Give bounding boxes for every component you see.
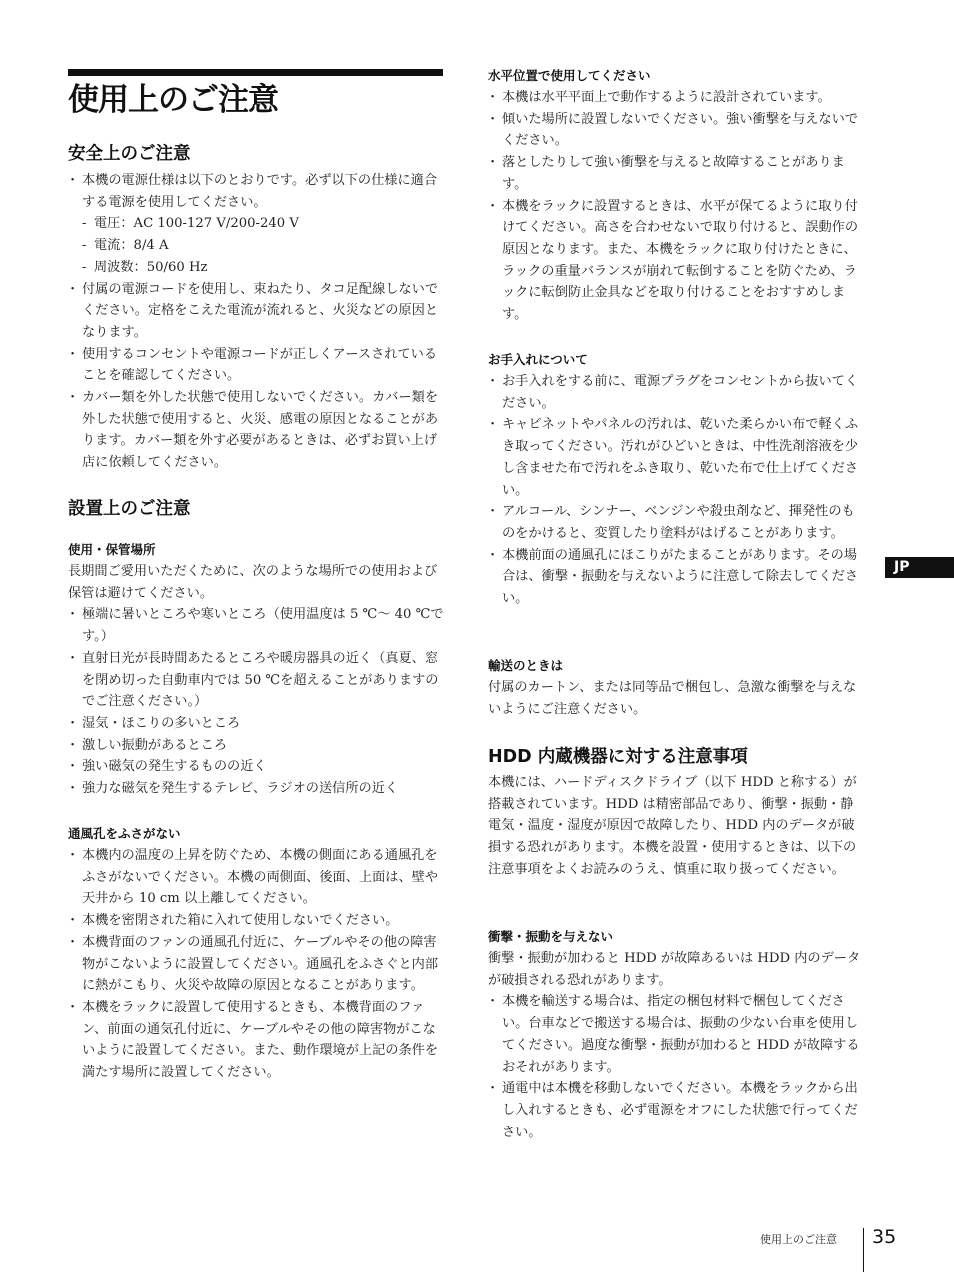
list-item: ・ 使用するコンセントや電源コードが正しくアースされていることを確認してください。 <box>68 344 444 387</box>
list-item: ・ 直射日光が長時間あたるところや暖房器具の近く（真夏、窓を閉め切った自動車内では 50 ℃を超えることがありますのでご注意ください。） <box>68 648 444 713</box>
spec-current: - 電流：8/4 A <box>68 235 444 257</box>
list-item: ・ お手入れをする前に、電源プラグをコンセントから抜いてください。 <box>488 371 866 414</box>
list-item: ・ 通電中は本機を移動しないでください。本機をラックから出し入れするときも、必ず電源をオフにした状態で行ってください。 <box>488 1078 866 1143</box>
footer-label: 使用上のご注意 <box>760 1233 837 1246</box>
list-item: ・ 傾いた場所に設置しないでください。強い衝撃を与えないでください。 <box>488 109 866 152</box>
list-item: ・ 強力な磁気を発生するテレビ、ラジオの送信所の近く <box>68 778 444 800</box>
list-item: ・ 極端に暑いところや寒いところ（使用温度は 5 ℃〜 40 ℃です。） <box>68 604 444 647</box>
footer-divider <box>863 1228 864 1272</box>
vent-list <box>68 845 444 1084</box>
title-rule <box>68 69 443 76</box>
shock-intro: 衝撃・振動が加わると HDD が故障あるいは HDD 内のデータが破損される恐れがあります。 <box>488 951 861 988</box>
shock-block <box>488 948 866 1143</box>
installation-heading: 設置上のご注意 <box>68 499 191 519</box>
transport-text: 付属のカートン、または同等品で梱包し、急激な衝撃を与えないようにご注意ください。 <box>488 680 857 717</box>
list-item: ・ 付属の電源コードを使用し、束ねたり、タコ足配線しないでください。定格をこえた電流が流れると、火災などの原因となります。 <box>68 279 444 344</box>
hdd-heading: HDD 内蔵機器に対する注意事項 <box>488 747 748 767</box>
spec-frequency: - 周波数：50/60 Hz <box>68 257 444 279</box>
language-tab: JP <box>885 557 954 578</box>
list-item: ・ 強い磁気の発生するものの近く <box>68 756 444 778</box>
spec-voltage: - 電圧：AC 100-127 V/200-240 V <box>68 213 444 235</box>
safety-heading: 安全上のご注意 <box>68 144 191 164</box>
list-item: ・ 激しい振動があるところ <box>68 735 444 757</box>
hdd-intro: 本機には、ハードディスクドライブ（以下 HDD と称する）が搭載されています。HDD は精密部品であり、衝撃・振動・静電気・温度・湿度が原因で故障したり、HDD 内のデータが破損する恐れがあります。本機を設置・使用するときは、以下の注意事項をよくお読みのうえ、慎重に取り扱ってください。 <box>488 775 857 877</box>
storage-intro: 長期間ご愛用いただくために、次のような場所での使用および保管は避けてください。 <box>68 564 438 601</box>
shock-heading: 衝撃・振動を与えない <box>488 929 614 944</box>
list-item: ・ 本機を密閉された箱に入れて使用しないでください。 <box>68 910 444 932</box>
list-item: ・ 本機をラックに設置するときは、水平が保てるように取り付けてください。高さを合わせないで取り付けると、誤動作の原因となります。また、本機をラックに取り付けたときに、ラックの重量バランスが崩れて転倒することを防ぐため、ラックに転倒防止金具などを取り付けることをおすすめします。 <box>488 196 866 326</box>
care-list <box>488 371 866 610</box>
list-item: ・ 本機内の温度の上昇を防ぐため、本機の側面にある通風孔をふさがないでください。本機の両側面、後面、上面は、壁や天井から 10 cm 以上離してください。 <box>68 845 444 910</box>
care-heading: お手入れについて <box>488 352 588 367</box>
list-item: ・ アルコール、シンナー、ベンジンや殺虫剤など、揮発性のものをかけると、変質したり塗料がはげることがあります。 <box>488 501 866 544</box>
storage-heading: 使用・保管場所 <box>68 542 156 557</box>
list-item: ・ 本機をラックに設置して使用するときも、本機背面のファン、前面の通気孔付近に、ケーブルやその他の障害物がこないように設置してください。また、動作環境が上記の条件を満たす場所に設置してください。 <box>68 997 444 1084</box>
storage-block <box>68 561 444 800</box>
level-list <box>488 87 866 326</box>
page-title: 使用上のご注意 <box>68 82 278 118</box>
level-heading: 水平位置で使用してください <box>488 68 651 83</box>
list-item: ・ 本機を輸送する場合は、指定の梱包材料で梱包してください。台車などで搬送する場合は、振動の少ない台車を使用してください。過度な衝撃・振動が加わると HDD が故障するおそれがあります。 <box>488 991 866 1078</box>
list-item: ・ カバー類を外した状態で使用しないでください。カバー類を外した状態で使用すると、火災、感電の原因となることがあります。カバー類を外す必要があるときは、必ずお買い上げ店に依頼してください。 <box>68 387 444 474</box>
transport-heading: 輸送のときは <box>488 658 564 673</box>
list-item: ・ 本機は水平平面上で動作するように設計されています。 <box>488 87 866 109</box>
safety-list <box>68 170 444 474</box>
list-item: ・ 本機前面の通風孔にほこりがたまることがあります。その場合は、衝撃・振動を与えないように注意して除去してください。 <box>488 545 866 610</box>
page-number: 35 <box>872 1226 897 1248</box>
vent-heading: 通風孔をふさがない <box>68 826 181 841</box>
list-item: ・ キャビネットやパネルの汚れは、乾いた柔らかい布で軽くふき取ってください。汚れがひどいときは、中性洗剤溶液を少し含ませた布で汚れをふき取り、乾いた布で仕上げてください。 <box>488 414 866 501</box>
list-item: ・ 本機背面のファンの通風孔付近に、ケーブルやその他の障害物がこないように設置してください。通風孔をふさぐと内部に熱がこもり、火災や故障の原因となることがあります。 <box>68 932 444 997</box>
list-item: ・ 落としたりして強い衝撃を与えると故障することがあります。 <box>488 152 866 195</box>
list-item: ・ 湿気・ほこりの多いところ <box>68 713 444 735</box>
list-item: ・ 本機の電源仕様は以下のとおりです。必ず以下の仕様に適合する電源を使用してください。 <box>68 170 444 213</box>
